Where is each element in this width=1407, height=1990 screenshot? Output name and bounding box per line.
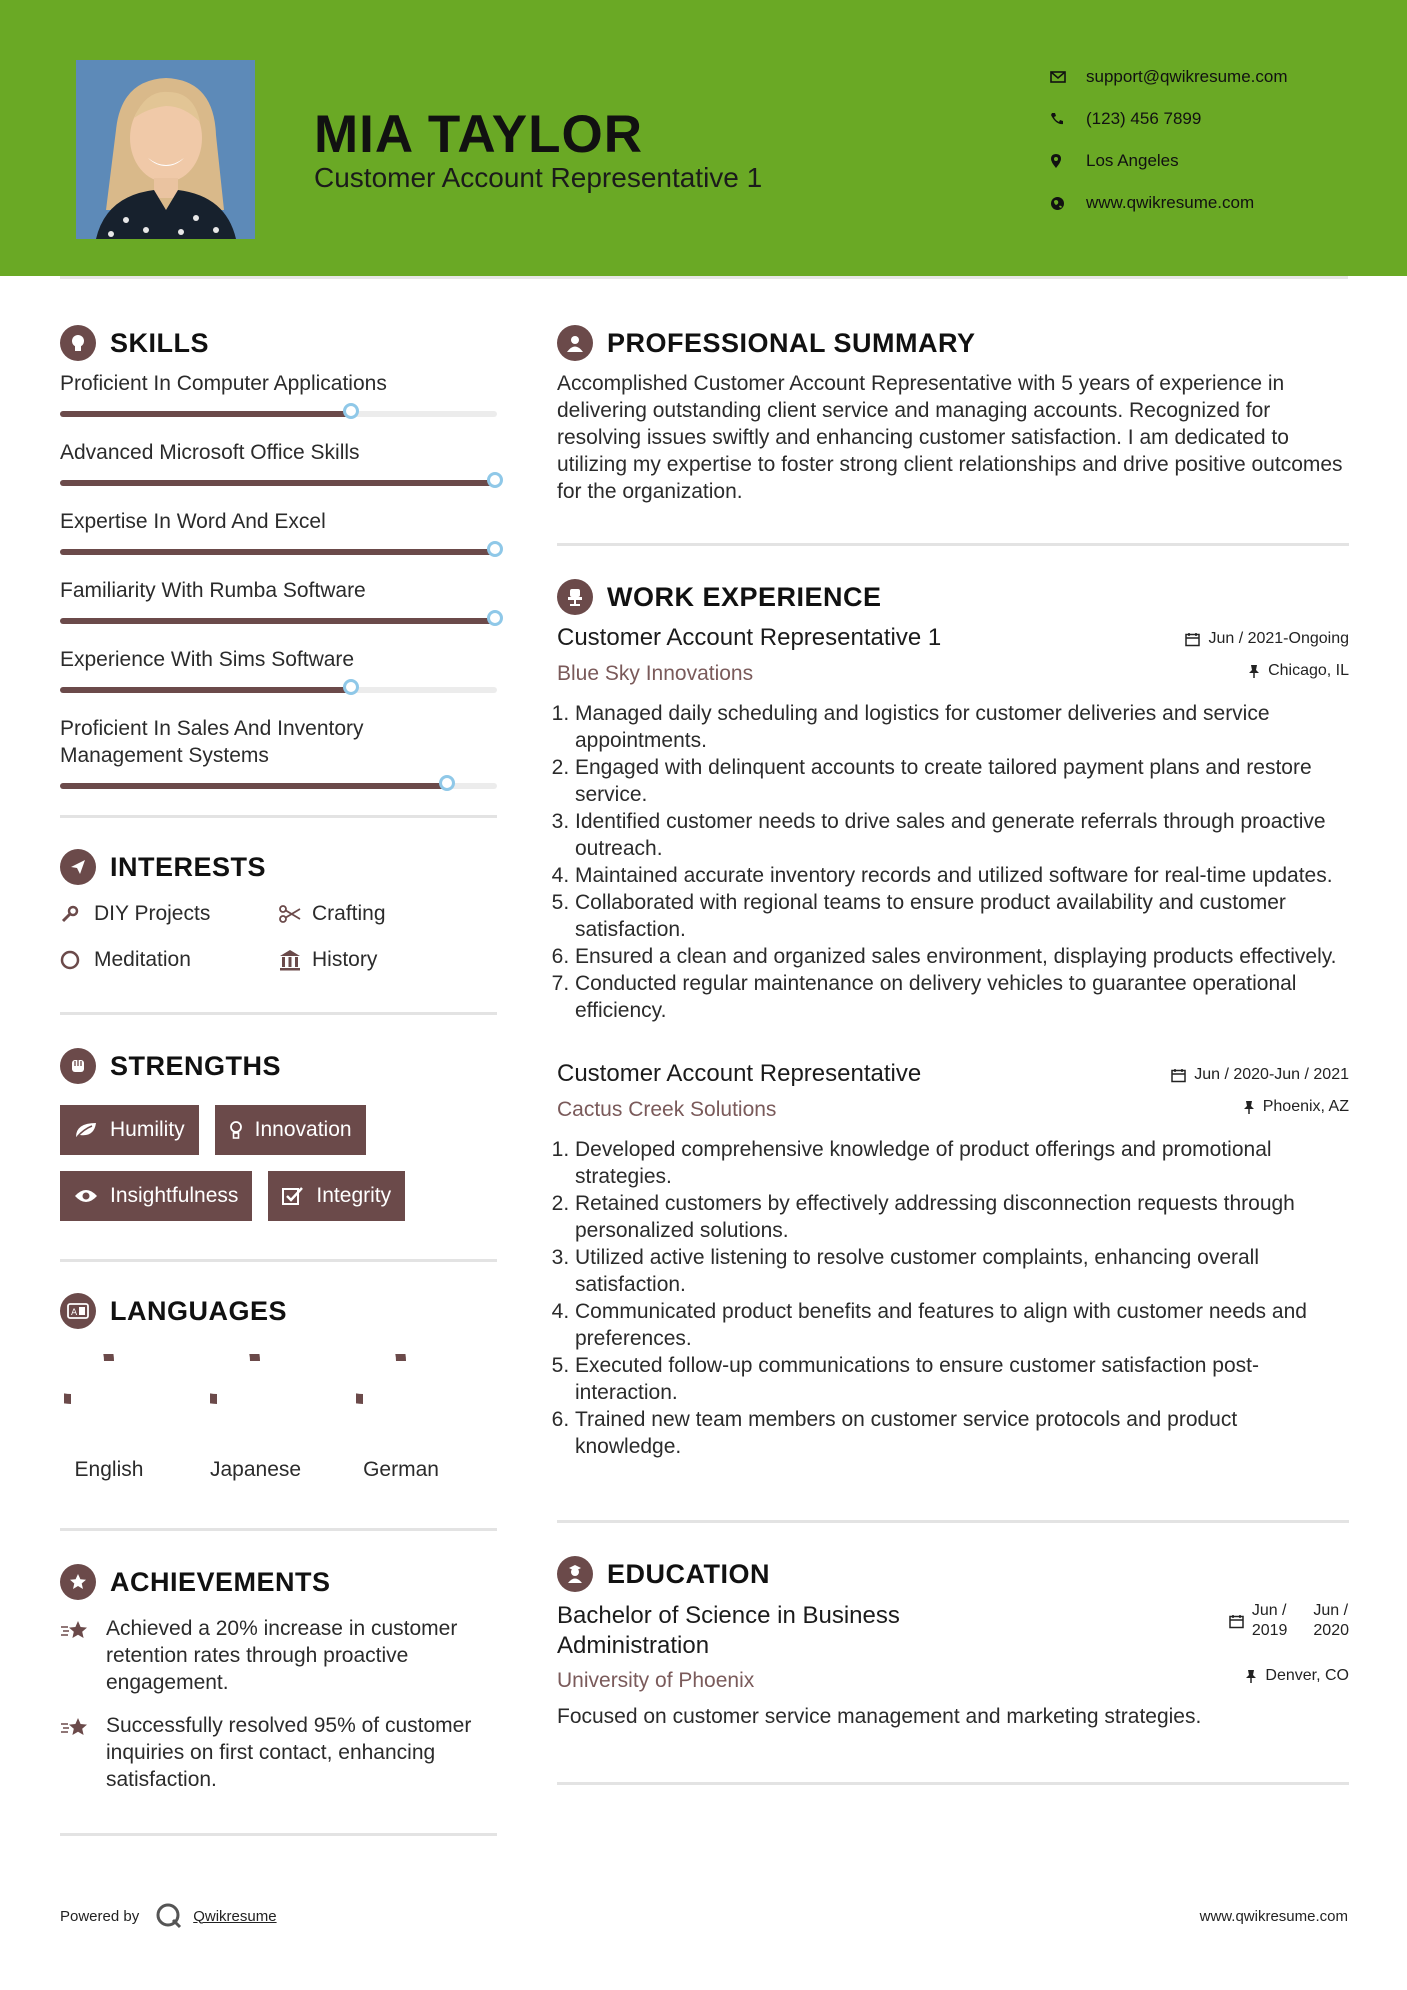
- skill-name: Expertise In Word And Excel: [60, 510, 326, 533]
- left-column: [60, 320, 497, 1836]
- list-item: 4. Maintained accurate inventory records and utilized software for real-time updates.: [575, 862, 1349, 889]
- contact-phone[interactable]: (123) 456 7899: [1050, 98, 1288, 140]
- list-item: 1. Developed comprehensive knowledge of product offerings and promotional strategies.: [575, 1136, 1349, 1190]
- language-icon: [60, 1293, 96, 1329]
- contact-website[interactable]: www.qwikresume.com: [1050, 182, 1288, 224]
- language-level-arc: [356, 1354, 401, 1399]
- skill-item: [60, 577, 497, 624]
- resume-header: [0, 0, 1407, 276]
- skill-bar-knob: [487, 610, 503, 626]
- skill-bar: [60, 480, 497, 486]
- language-level-arc: [64, 1354, 109, 1399]
- languages-list: [60, 1354, 497, 1482]
- job-duties: [557, 1136, 1349, 1460]
- strength-chip: Integrity: [268, 1171, 405, 1221]
- skill-bar-fill: [60, 480, 497, 486]
- skill-bar-fill: [60, 411, 353, 417]
- job-dates: Jun / 2020-Jun / 2021: [1171, 1066, 1349, 1084]
- skills-heading: SKILLS: [60, 320, 497, 366]
- list-item: 5. Collaborated with regional teams to ensure product availability and customer satisfaction.: [575, 889, 1349, 943]
- education-heading: EDUCATION: [557, 1551, 1349, 1597]
- skill-bar-knob: [343, 403, 359, 419]
- user-icon: [557, 325, 593, 361]
- skill-bar-knob: [343, 679, 359, 695]
- skill-bar-fill: [60, 687, 353, 693]
- achievements-heading: ACHIEVEMENTS: [60, 1559, 497, 1605]
- interest-item: Meditation: [60, 946, 278, 974]
- list-item: 2. Engaged with delinquent accounts to create tailored payment plans and restore service.: [575, 754, 1349, 808]
- star-badge-icon: [60, 1564, 96, 1600]
- footer-website[interactable]: www.qwikresume.com: [1199, 1907, 1348, 1925]
- experience-heading: WORK EXPERIENCE: [557, 574, 1349, 620]
- calendar-icon: [1185, 632, 1200, 647]
- list-item: 4. Communicated product benefits and features to align with customer needs and preferences.: [575, 1298, 1349, 1352]
- strength-chip: Insightfulness: [60, 1171, 252, 1221]
- skill-name: Advanced Microsoft Office Skills: [60, 441, 360, 464]
- skill-bar: [60, 549, 497, 555]
- checkbox-icon: [282, 1186, 304, 1206]
- company-name: Cactus Creek Solutions: [557, 1098, 777, 1121]
- education-description: Focused on customer service management and marketing strategies.: [557, 1705, 1202, 1728]
- paper-plane-icon: [60, 849, 96, 885]
- scissors-icon: [278, 905, 312, 923]
- school-name: University of Phoenix: [557, 1669, 755, 1692]
- contact-email[interactable]: support@qwikresume.com: [1050, 56, 1288, 98]
- interest-item: DIY Projects: [60, 900, 278, 928]
- education-end: Jun / 2020: [1313, 1602, 1349, 1639]
- powered-by-label: Powered by: [60, 1907, 140, 1925]
- qwikresume-logo-icon: [155, 1902, 183, 1930]
- star-icon: [60, 1615, 106, 1696]
- skill-bar: [60, 618, 497, 624]
- section-divider: [60, 1528, 497, 1531]
- job-entry: [557, 624, 1349, 1024]
- list-item: 7. Conducted regular maintenance on delivery vehicles to guarantee operational efficiency.: [575, 970, 1349, 1024]
- skill-item: [60, 439, 497, 486]
- interest-item: Crafting: [278, 900, 496, 928]
- job-location: Chicago, IL: [1185, 662, 1349, 680]
- skill-item: [60, 646, 497, 693]
- job-title: Customer Account Representative 1: [557, 624, 942, 651]
- chair-icon: [557, 579, 593, 615]
- right-column: [557, 320, 1349, 1785]
- skills-list: [60, 370, 497, 789]
- company-name: Blue Sky Innovations: [557, 662, 754, 685]
- skill-bar-fill: [60, 783, 449, 789]
- lightbulb-icon: [60, 325, 96, 361]
- section-divider: [557, 1782, 1349, 1785]
- contact-list: [1050, 56, 1288, 224]
- wrench-icon: [60, 904, 94, 924]
- language-item: German: [356, 1354, 446, 1482]
- achievement-item: Successfully resolved 95% of customer inquiries on first contact, enhancing satisfaction.: [60, 1712, 497, 1793]
- interests-list: [60, 900, 497, 974]
- museum-icon: [278, 949, 312, 971]
- skill-item: [60, 508, 497, 555]
- brand-link[interactable]: Qwikresume: [193, 1907, 277, 1925]
- interest-item: History: [278, 946, 496, 974]
- achievement-item: Achieved a 20% increase in customer retention rates through proactive engagement.: [60, 1615, 497, 1696]
- candidate-name: MIA TAYLOR: [314, 105, 643, 164]
- graduate-icon: [557, 1556, 593, 1592]
- summary-heading: PROFESSIONAL SUMMARY: [557, 320, 1349, 366]
- list-item: 3. Utilized active listening to resolve customer complaints, enhancing overall satisfaction.: [575, 1244, 1349, 1298]
- skill-name: Proficient In Sales And Inventory Management Systems: [60, 717, 364, 767]
- skill-bar: [60, 411, 497, 417]
- skill-item: [60, 715, 497, 789]
- strength-chip: Humility: [60, 1105, 199, 1155]
- education-dates: [1229, 1601, 1349, 1641]
- circle-icon: [60, 950, 94, 970]
- skill-bar-fill: [60, 549, 497, 555]
- map-pin-icon: [1050, 153, 1086, 169]
- fist-icon: [60, 1048, 96, 1084]
- calendar-icon: [1229, 1614, 1244, 1629]
- leaf-icon: [74, 1121, 98, 1139]
- job-duties: [557, 700, 1349, 1024]
- language-level-arc: [210, 1354, 255, 1399]
- pushpin-icon: [1245, 1669, 1257, 1684]
- lightbulb-outline-icon: [229, 1120, 243, 1140]
- footer: [60, 1902, 1348, 1930]
- job-entry: [557, 1060, 1349, 1460]
- header-divider: [60, 276, 1348, 279]
- section-divider: [60, 1833, 497, 1836]
- list-item: 3. Identified customer needs to drive sales and generate referrals through proactive outreach.: [575, 808, 1349, 862]
- skill-name: Familiarity With Rumba Software: [60, 579, 366, 602]
- language-level-ring: [64, 1354, 154, 1444]
- section-divider: [557, 543, 1349, 546]
- svg-text:A: A: [71, 1308, 78, 1318]
- profile-photo: [76, 60, 255, 239]
- list-item: 1. Managed daily scheduling and logistics for customer deliveries and service appointments.: [575, 700, 1349, 754]
- summary-text: Accomplished Customer Account Representative with 5 years of experience in delivering outstanding client service and managing accounts. Recognized for resolving issues swiftly and enhancing customer satisfaction. I am dedicated to utilizing my expertise to foster strong client relationships and drive positive outcomes for the organization.: [557, 372, 1343, 503]
- pushpin-icon: [1243, 1100, 1255, 1115]
- skill-bar-knob: [487, 541, 503, 557]
- language-item: Japanese: [210, 1354, 300, 1482]
- strengths-list: [60, 1105, 497, 1221]
- language-level-ring: [210, 1354, 300, 1444]
- section-divider: [60, 1259, 497, 1262]
- section-divider: [557, 1520, 1349, 1523]
- skill-name: Proficient In Computer Applications: [60, 372, 387, 395]
- skill-bar: [60, 783, 497, 789]
- language-item: English: [64, 1354, 154, 1482]
- envelope-icon: [1050, 71, 1086, 83]
- globe-icon: [1050, 196, 1086, 211]
- interests-heading: INTERESTS: [60, 844, 497, 890]
- eye-icon: [74, 1188, 98, 1204]
- phone-icon: [1050, 112, 1086, 126]
- skill-bar-knob: [487, 472, 503, 488]
- strength-chip: Innovation: [215, 1105, 366, 1155]
- list-item: 6. Ensured a clean and organized sales environment, displaying products effectively.: [575, 943, 1349, 970]
- education-start: Jun / 2019: [1251, 1602, 1288, 1639]
- skill-bar: [60, 687, 497, 693]
- skill-bar-fill: [60, 618, 497, 624]
- job-dates: Jun / 2021-Ongoing: [1185, 630, 1349, 648]
- skill-item: [60, 370, 497, 417]
- section-divider: [60, 815, 497, 818]
- achievements-list: [60, 1615, 497, 1793]
- job-title: Customer Account Representative: [557, 1060, 922, 1087]
- language-level-ring: [356, 1354, 446, 1444]
- pushpin-icon: [1248, 664, 1260, 679]
- candidate-role: Customer Account Representative 1: [314, 162, 763, 193]
- star-icon: [60, 1712, 106, 1793]
- list-item: 2. Retained customers by effectively addressing disconnection requests through personalized solutions.: [575, 1190, 1349, 1244]
- list-item: 6. Trained new team members on customer service protocols and product knowledge.: [575, 1406, 1349, 1460]
- job-location: Phoenix, AZ: [1171, 1098, 1349, 1116]
- list-item: 5. Executed follow-up communications to ensure customer satisfaction post-interaction.: [575, 1352, 1349, 1406]
- contact-location: Los Angeles: [1050, 140, 1288, 182]
- languages-heading: A LANGUAGES: [60, 1288, 497, 1334]
- education-location: Denver, CO: [1229, 1667, 1349, 1685]
- skill-name: Experience With Sims Software: [60, 648, 355, 671]
- strengths-heading: STRENGTHS: [60, 1043, 497, 1089]
- education-entry: [557, 1601, 1349, 1730]
- skill-bar-knob: [439, 775, 455, 791]
- degree-name: Bachelor of Science in Business Administration: [557, 1602, 900, 1659]
- calendar-icon: [1171, 1068, 1186, 1083]
- section-divider: [60, 1012, 497, 1015]
